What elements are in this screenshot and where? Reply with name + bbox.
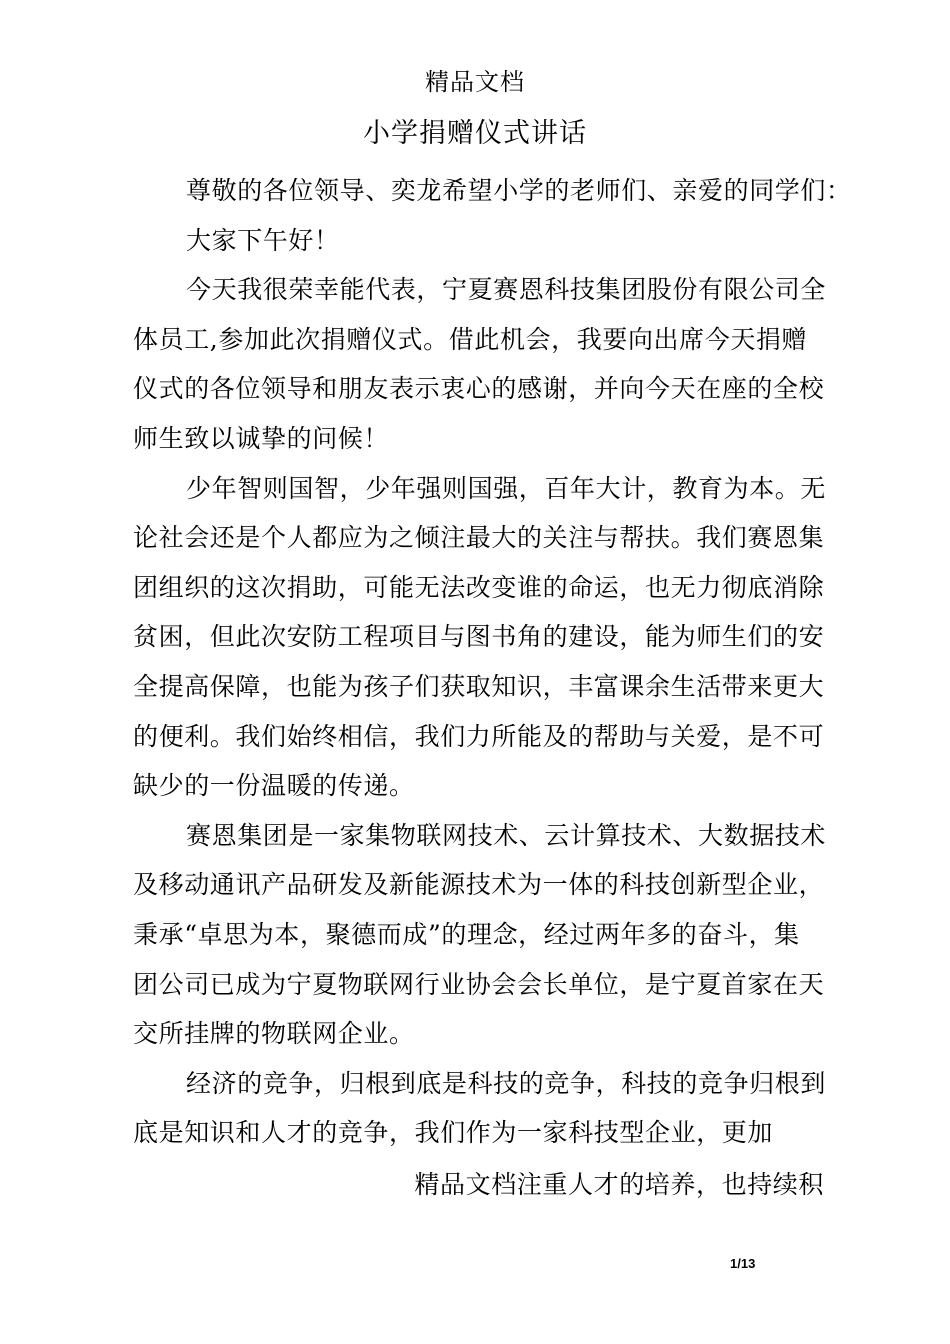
document-body	[133, 166, 852, 1158]
paragraph-1-line: 师生致以诚挚的问候！	[133, 423, 390, 453]
paragraph-2-line: 全提高保障，也能为孩子们获取知识，丰富课余生活带来更大	[133, 671, 825, 701]
paragraph-4-line: 经济的竞争，归根到底是科技的竞争，科技的竞争归根到	[186, 1068, 827, 1098]
paragraph-3-line: 赛恩集团是一家集物联网技术、云计算技术、大数据技术	[186, 820, 827, 850]
footer-continuation-line: 精品文档注重人才的培养，也持续积	[414, 1170, 824, 1199]
paragraph-2-line: 论社会还是个人都应为之倾注最大的关注与帮扶。我们赛恩集	[133, 523, 825, 553]
paragraph-2-line: 贫困，但此次安防工程项目与图书角的建设，能为师生们的安	[133, 622, 825, 652]
paragraph-1-line: 今天我很荣幸能代表，宁夏赛恩科技集团股份有限公司全	[186, 275, 827, 305]
paragraph-2-line: 的便利。我们始终相信，我们力所能及的帮助与关爱，是不可	[133, 721, 825, 751]
paragraph-3-line: 交所挂牌的物联网企业。	[133, 1019, 415, 1049]
greeting-line: 大家下午好！	[186, 225, 340, 255]
paragraph-1-line: 仪式的各位领导和朋友表示衷心的感谢，并向今天在座的全校	[133, 374, 825, 404]
paragraph-2-line: 少年智则国智，少年强则国强，百年大计，教育为本。无	[186, 473, 827, 503]
paragraph-1-line: 体员工,参加此次捐赠仪式。借此机会，我要向出席今天捐赠	[133, 324, 808, 354]
salutation-line: 尊敬的各位领导、奕龙希望小学的老师们、亲爱的同学们：	[186, 176, 852, 205]
paragraph-2-line: 团组织的这次捐助，可能无法改变谁的命运，也无力彻底消除	[133, 572, 825, 602]
paragraph-3-line: 及移动通讯产品研发及新能源技术为一体的科技创新型企业，	[133, 870, 825, 900]
page-header: 精品文档	[425, 68, 525, 96]
paragraph-3-line: 团公司已成为宁夏物联网行业协会会长单位，是宁夏首家在天	[133, 969, 825, 999]
paragraph-2-line: 缺少的一份温暖的传递。	[133, 771, 415, 801]
document-title: 小学捐赠仪式讲话	[363, 118, 587, 149]
page-number: 1/13	[730, 1256, 756, 1271]
paragraph-3-line: 秉承“卓思为本，聚德而成”的理念，经过两年多的奋斗，集	[133, 919, 800, 949]
paragraph-4-line: 底是知识和人才的竞争，我们作为一家科技型企业，更加	[133, 1118, 774, 1148]
